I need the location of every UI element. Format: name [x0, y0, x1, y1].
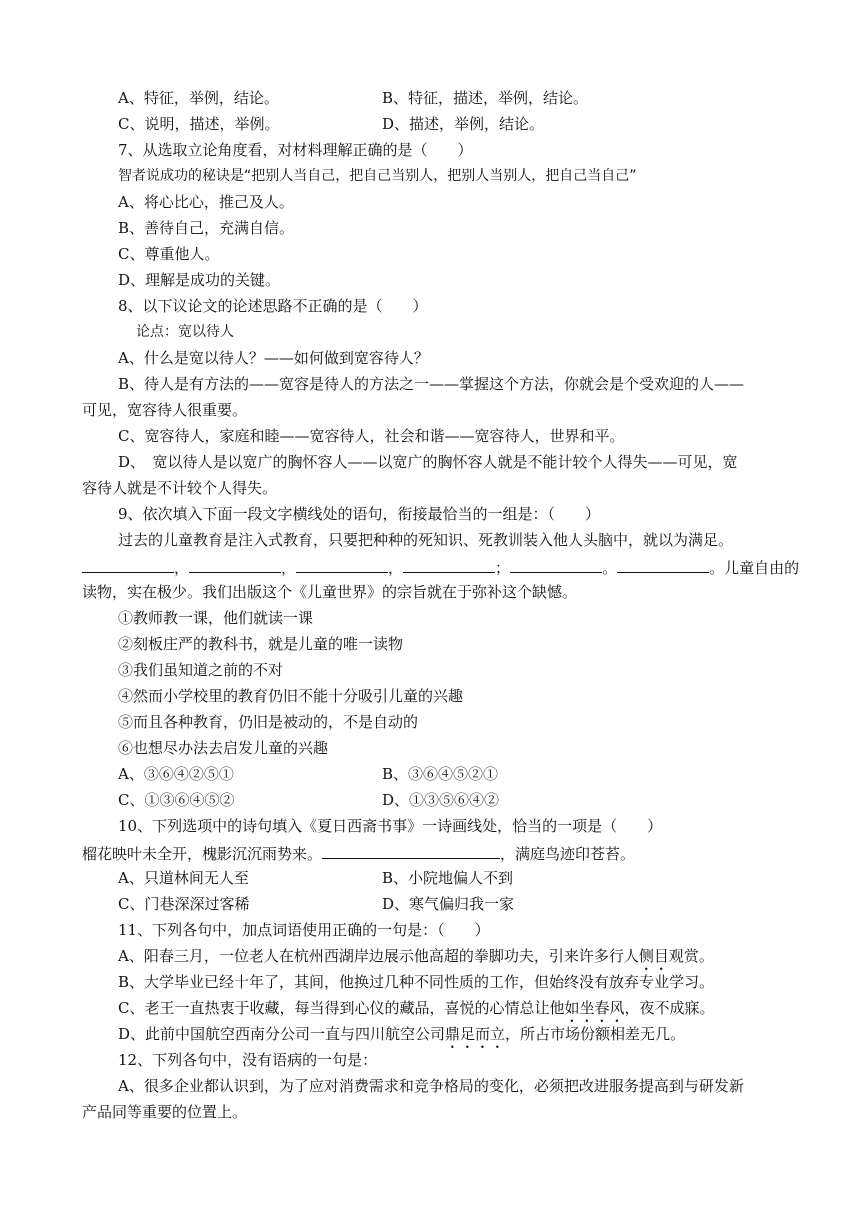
option-text: 观赏。 [668, 947, 714, 965]
question-9-option-d: D、①③⑤⑥④② [382, 791, 500, 809]
dotted-word: 鼎足而立 [445, 1025, 506, 1043]
separator: 。 [602, 559, 618, 577]
option-text: ，所占市场份额相差无几。 [505, 1025, 686, 1043]
separator: ， [281, 559, 297, 577]
option-text: D、此前中国航空西南分公司一直与四川航空公司 [118, 1025, 446, 1043]
question-12-option-a-cont: 产品同等重要的位置上。 [82, 1103, 248, 1121]
question-9-sentence-2: ②刻板庄严的教科书，就是儿童的唯一读物 [118, 635, 404, 653]
prev-option-b: B、特征，描述，举例，结论。 [382, 89, 589, 107]
blank-1[interactable] [82, 556, 174, 573]
question-11-option-c [118, 998, 715, 1026]
dotted-word: 侧目 [638, 947, 669, 965]
question-7-option-d: D、理解是成功的关键。 [118, 271, 281, 289]
question-10-poem [82, 842, 635, 864]
blank-6[interactable] [617, 556, 709, 573]
option-text: A、阳春三月，一位老人在杭州西湖岸边展示他高超的拳脚功夫，引来许多行人 [118, 947, 639, 965]
question-9-sentence-3: ③我们虽知道之前的不对 [118, 661, 284, 679]
poem-blank[interactable] [322, 842, 500, 859]
blank-2[interactable] [189, 556, 281, 573]
question-8-thesis: 论点：宽以待人 [136, 324, 234, 340]
blank-3[interactable] [296, 556, 388, 573]
question-8-option-a: A、什么是宽以待人？——如何做到宽容待人？ [118, 349, 429, 367]
question-9-option-b: B、③⑥④⑤②① [382, 765, 499, 783]
question-9-blanks-line [82, 556, 799, 578]
question-10: 10、下列选项中的诗句填入《夏日西斋书事》一诗画线处，恰当的一项是（ ） [118, 817, 663, 835]
question-9-option-a: A、③⑥④②⑤① [118, 765, 234, 783]
question-7-option-c: C、尊重他人。 [118, 245, 220, 263]
question-9-sentence-6: ⑥也想尽办法去启发儿童的兴趣 [118, 739, 329, 757]
question-10-option-a: A、只道林间无人至 [118, 869, 249, 887]
question-9-sentence-4: ④然而小学校里的教育仍旧不能十分吸引儿童的兴趣 [118, 687, 464, 705]
question-9: 9、依次填入下面一段文字横线处的语句，衔接最恰当的一组是：（ ） [118, 505, 601, 523]
question-7: 7、从选取立论角度看，对材料理解正确的是（ ） [118, 141, 473, 159]
question-7-material: 智者说成功的秘诀是“把别人当自己，把自己当别人，把别人当别人，把自己当自己” [118, 168, 637, 184]
question-11-option-d [118, 1024, 685, 1052]
question-9-passage-tail: 。儿童自由的 [709, 559, 800, 577]
separator: ， [174, 559, 190, 577]
prev-option-d: D、描述，举例，结论。 [382, 115, 545, 133]
question-7-option-a: A、将心比心，推己及人。 [118, 193, 294, 211]
question-9-option-c: C、①③⑥④⑤② [118, 791, 235, 809]
blank-4[interactable] [403, 556, 495, 573]
separator: ， [388, 559, 404, 577]
option-text: ，夜不成寐。 [624, 999, 715, 1017]
prev-option-a: A、特征，举例，结论。 [118, 89, 279, 107]
question-8-option-c: C、宽容待人，家庭和睦——宽容待人，社会和谐——宽容待人，世界和平。 [118, 427, 625, 445]
question-9-passage-end: 读物，实在极少。我们出版这个《儿童世界》的宗旨就在于弥补这个缺憾。 [82, 583, 578, 601]
question-8-option-b-cont: 可见，宽容待人很重要。 [82, 401, 248, 419]
question-8-option-b: B、待人是有方法的——宽容是待人的方法之一——掌握这个方法，你就会是个受欢迎的人—— [118, 375, 745, 393]
question-11: 11、下列各句中，加点词语使用正确的一句是：（ ） [118, 921, 490, 939]
question-9-sentence-1: ①教师教一课，他们就读一课 [118, 609, 314, 627]
dotted-word: 如坐春风 [564, 999, 625, 1017]
question-7-option-b: B、善待自己，充满自信。 [118, 219, 295, 237]
poem-line-2: ，满庭鸟迹印苍苔。 [500, 845, 636, 863]
question-8: 8、以下议论文的论述思路不正确的是（ ） [118, 297, 428, 315]
question-8-option-d-cont: 容待人就是不计较个人得失。 [82, 479, 278, 497]
question-10-option-b: B、小院地偏人不到 [382, 869, 514, 887]
question-12-option-a: A、很多企业都认识到，为了应对消费需求和竞争格局的变化，必须把改进服务提高到与研发新 [118, 1077, 744, 1095]
separator: ； [495, 559, 511, 577]
question-9-passage: 过去的儿童教育是注入式教育，只要把种种的死知识、死教训装入他人头脑中，就以为满足。 [118, 531, 734, 549]
option-text: C、老王一直热衷于收藏，每当得到心仪的藏品，喜悦的心情总让他 [118, 999, 565, 1017]
question-11-option-b: B、大学毕业已经十年了，其间，他换过几种不同性质的工作，但始终没有放弃专业学习。 [118, 973, 715, 991]
question-10-option-c: C、门巷深深过客稀 [118, 895, 250, 913]
blank-5[interactable] [510, 556, 602, 573]
poem-line-1: 榴花映叶未全开，槐影沉沉雨势来。 [82, 845, 323, 863]
question-10-option-d: D、寒气偏归我一家 [382, 895, 515, 913]
question-11-option-a [118, 946, 714, 974]
question-9-sentence-5: ⑤而且各种教育，仍旧是被动的，不是自动的 [118, 713, 419, 731]
prev-option-c: C、说明，描述，举例。 [118, 115, 280, 133]
question-8-option-d: D、 宽以待人是以宽广的胸怀容人——以宽广的胸怀容人就是不能计较个人得失——可见，宽 [118, 453, 738, 471]
question-12: 12、下列各句中，没有语病的一句是： [118, 1051, 378, 1069]
